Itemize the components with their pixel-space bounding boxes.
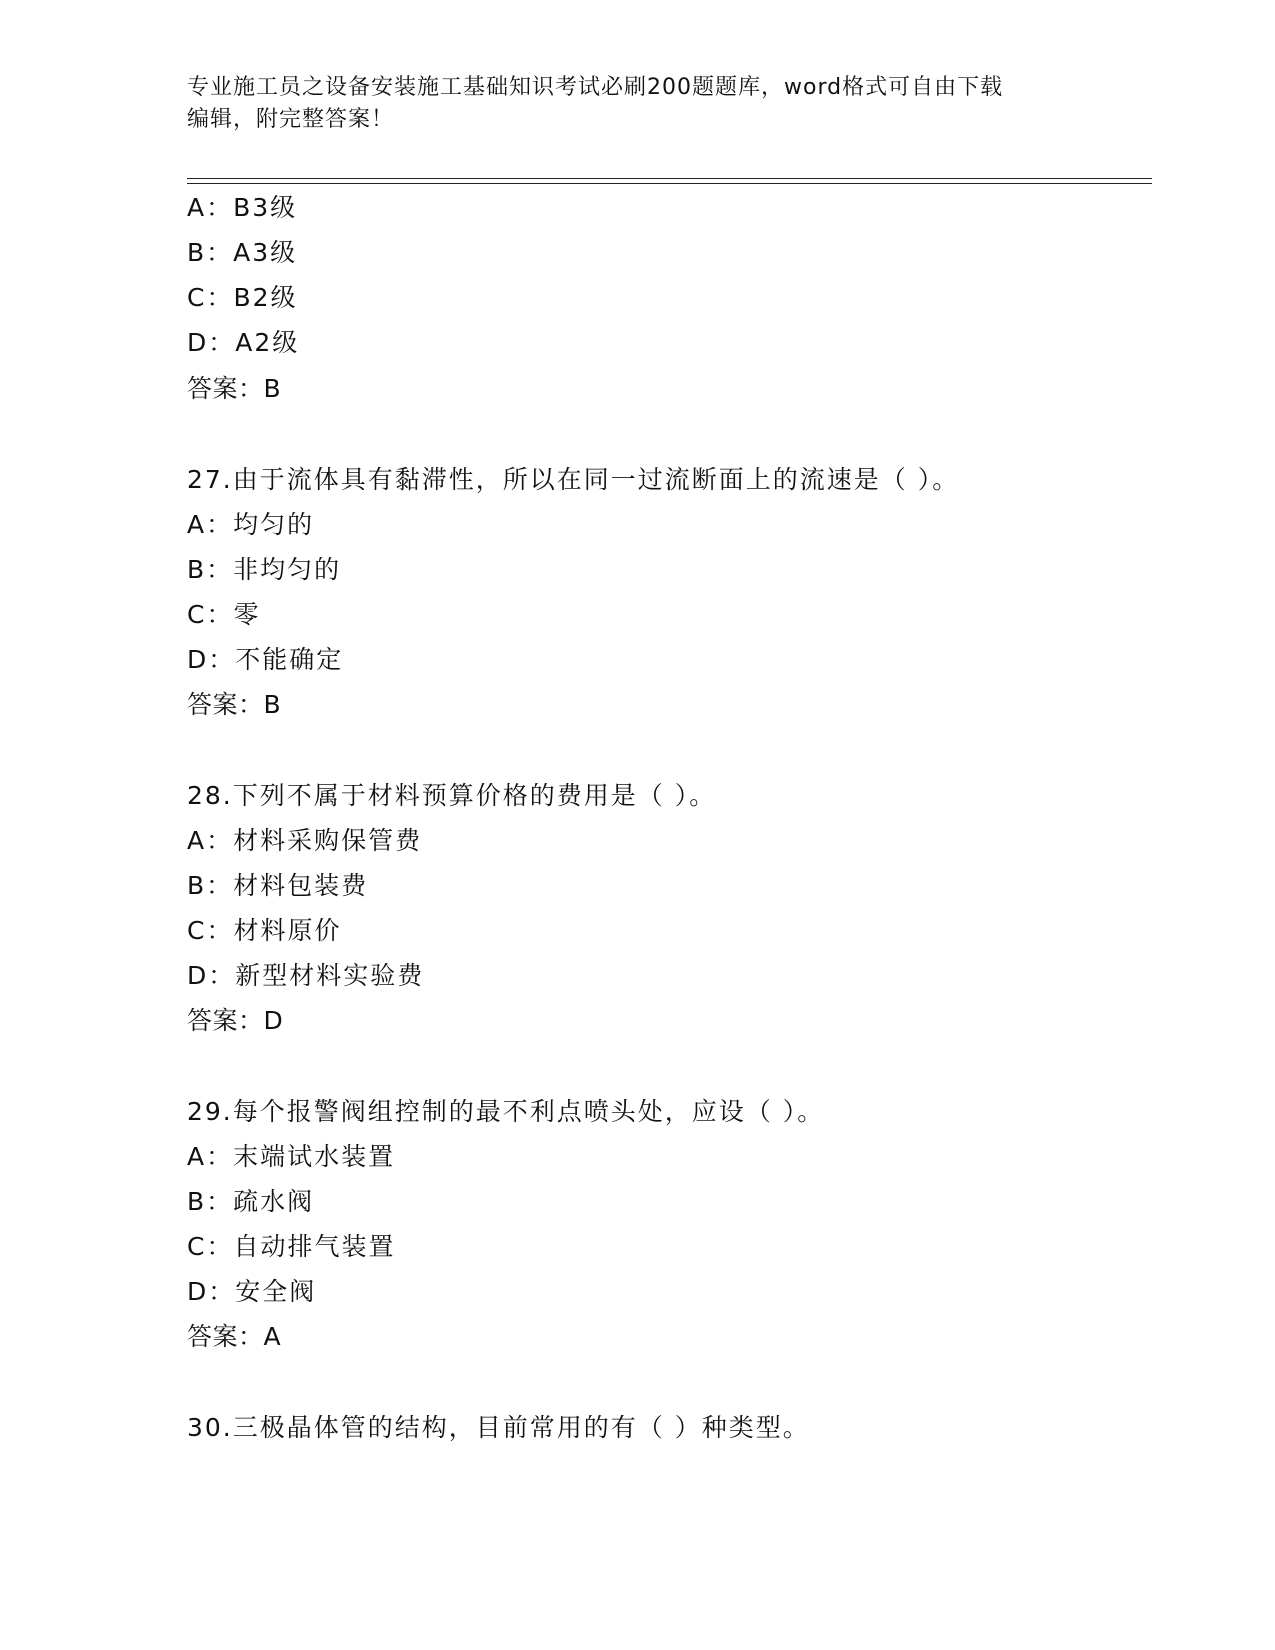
- header-divider-bottom: [187, 183, 1152, 184]
- document-header: [187, 72, 1087, 136]
- q29-question: 29.每个报警阀组控制的最不利点喷头处，应设（ ）。: [187, 1097, 825, 1126]
- q28-question: 28.下列不属于材料预算价格的费用是（ ）。: [187, 781, 717, 810]
- q26-option-c: C：B2级: [187, 283, 298, 312]
- q29-answer: 答案：A: [187, 1322, 282, 1351]
- header-line-2: 编辑，附完整答案！: [187, 107, 395, 132]
- q29-option-a: A：末端试水装置: [187, 1142, 396, 1171]
- q26-answer: 答案：B: [187, 374, 282, 403]
- q26-option-b: B：A3级: [187, 238, 298, 267]
- q29-option-c: C：自动排气装置: [187, 1232, 396, 1261]
- header-divider-top: [187, 178, 1152, 179]
- q30-question: 30.三极晶体管的结构，目前常用的有（ ）种类型。: [187, 1413, 810, 1442]
- q26-option-a: A：B3级: [187, 193, 298, 222]
- q28-option-d: D：新型材料实验费: [187, 961, 425, 990]
- q28-option-b: B：材料包装费: [187, 871, 369, 900]
- q27-option-b: B：非均匀的: [187, 555, 342, 584]
- q28-option-a: A：材料采购保管费: [187, 826, 423, 855]
- q27-option-d: D：不能确定: [187, 645, 344, 674]
- q29-option-d: D：安全阀: [187, 1277, 317, 1306]
- q26-option-d: D：A2级: [187, 328, 300, 357]
- q28-answer: 答案：D: [187, 1006, 284, 1035]
- q27-option-a: A：均匀的: [187, 510, 315, 539]
- q28-option-c: C：材料原价: [187, 916, 342, 945]
- q27-option-c: C：零: [187, 600, 261, 629]
- q27-question: 27.由于流体具有黏滞性，所以在同一过流断面上的流速是（ ）。: [187, 465, 960, 494]
- header-line-1: 专业施工员之设备安装施工基础知识考试必刷200题题库，word格式可自由下载: [187, 75, 1004, 100]
- q29-option-b: B：疏水阀: [187, 1187, 315, 1216]
- q27-answer: 答案：B: [187, 690, 282, 719]
